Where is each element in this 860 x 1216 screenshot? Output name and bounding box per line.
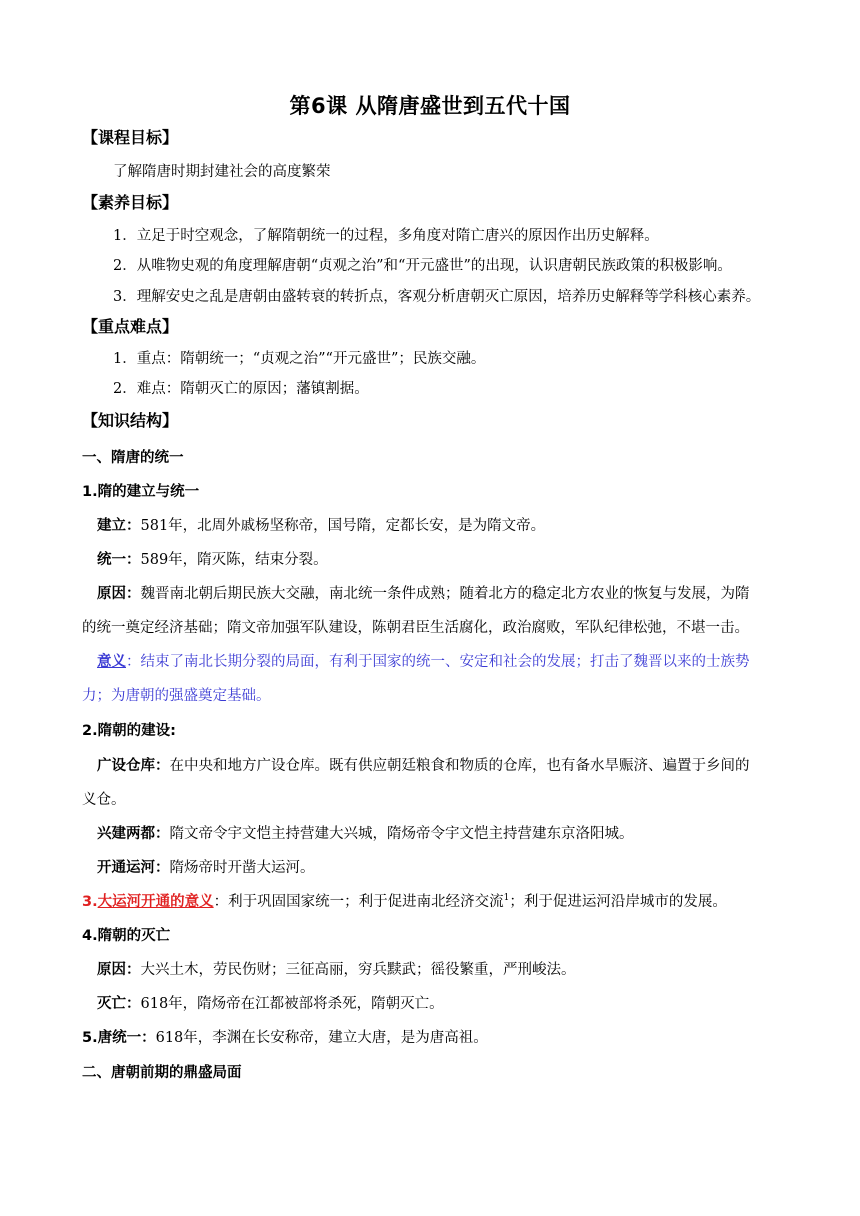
sui-unification-label: 统一： [97, 552, 141, 568]
sui-unification-text: 589年，隋灭陈，结束分裂。 [140, 552, 328, 568]
course-goal-text: 了解隋唐时期封建社会的高度繁荣 [113, 164, 331, 180]
granary-line-2: 义仓。 [82, 792, 126, 808]
sui-fall: 灭亡：618年，隋炀帝在江都被部将杀死，隋朝灭亡。 [97, 996, 444, 1012]
section4-title: 4.隋朝的灭亡 [82, 928, 171, 944]
sui-fall-reason-label: 原因： [97, 962, 141, 978]
knowledge-structure-heading: 【知识结构】 [82, 411, 179, 430]
literacy-goal-item-2: 2．从唯物史观的角度理解唐朝“贞观之治”和“开元盛世”的出现，认识唐朝民族政策的积极影响。 [113, 258, 732, 274]
sui-fall-label: 灭亡： [97, 996, 141, 1012]
granary-line-1: 广设仓库：在中央和地方广设仓库。既有供应朝廷粮食和物质的仓库，也有备水旱赈济、遍置于乡间的 [97, 758, 750, 774]
literacy-goal-item-3: 3．理解安史之乱是唐朝由盛转衰的转折点，客观分析唐朝灭亡原因，培养历史解释等学科核心素养。 [113, 289, 761, 305]
sui-founding [97, 515, 545, 537]
canal-opening-label: 开通运河： [97, 860, 170, 876]
two-capitals: 兴建两都：隋文帝令宇文恺主持营建大兴城，隋炀帝令宇文恺主持营建东京洛阳城。 [97, 826, 634, 842]
two-capitals-label: 兴建两都： [97, 826, 170, 842]
tang-unification-label: 5.唐统一： [82, 1030, 156, 1046]
canal-opening: 开通运河：隋炀帝时开凿大运河。 [97, 860, 315, 876]
sui-unification [97, 549, 328, 571]
key-point-item-2: 2．难点：隋朝灭亡的原因；藩镇割据。 [113, 381, 369, 397]
sui-fall-reason: 原因：大兴土木，劳民伤财；三征高丽，穷兵黩武；徭役繁重，严刑峻法。 [97, 962, 576, 978]
course-goal-heading: 【课程目标】 [82, 128, 179, 147]
sui-reason-label: 原因： [97, 586, 141, 602]
page-title: 第6课 从隋唐盛世到五代十国 [289, 94, 571, 118]
sui-founding-text: 581年，北周外戚杨坚称帝，国号隋，定都长安，是为隋文帝。 [140, 518, 546, 534]
sui-meaning-label: 意义 [97, 654, 126, 670]
section2-title: 2.隋朝的建设: [82, 723, 176, 739]
part1-title: 一、隋唐的统一 [82, 450, 184, 466]
sui-meaning-line-1: 意义：结束了南北长期分裂的局面，有利于国家的统一、安定和社会的发展；打击了魏晋以来的士族势 [97, 654, 750, 670]
canal-significance-number: 3. [82, 894, 98, 910]
sui-meaning-line-2: 力；为唐朝的强盛奠定基础。 [82, 688, 271, 704]
canal-significance: 3.大运河开通的意义：利于巩固国家统一；利于促进南北经济交流$^1$；利于促进运河沿岸城市的发展。 [82, 893, 727, 910]
literacy-goal-heading: 【素养目标】 [82, 193, 179, 212]
key-points-heading: 【重点难点】 [82, 317, 179, 336]
key-point-item-1: 1．重点：隋朝统一；“贞观之治”“开元盛世”；民族交融。 [113, 351, 486, 367]
sui-reason-line-1: 原因：魏晋南北朝后期民族大交融，南北统一条件成熟；随着北方的稳定北方农业的恢复与发展，为隋 [97, 586, 750, 602]
literacy-goal-item-1: 1．立足于时空观念，了解隋朝统一的过程，多角度对隋亡唐兴的原因作出历史解释。 [113, 228, 659, 244]
tang-unification: 5.唐统一：618年，李渊在长安称帝，建立大唐，是为唐高祖。 [82, 1030, 488, 1046]
section1-title: 1.隋的建立与统一 [82, 484, 200, 500]
part2-title: 二、唐朝前期的鼎盛局面 [82, 1065, 242, 1081]
sui-reason-line-2: 的统一奠定经济基础；隋文帝加强军队建设，陈朝君臣生活腐化，政治腐败，军队纪律松弛，不堪一击。 [82, 620, 749, 636]
footnote-marker: 1 [503, 893, 510, 904]
canal-significance-label: 大运河开通的意义 [97, 894, 214, 910]
granary-label: 广设仓库： [97, 758, 170, 774]
sui-founding-label: 建立： [97, 518, 141, 534]
